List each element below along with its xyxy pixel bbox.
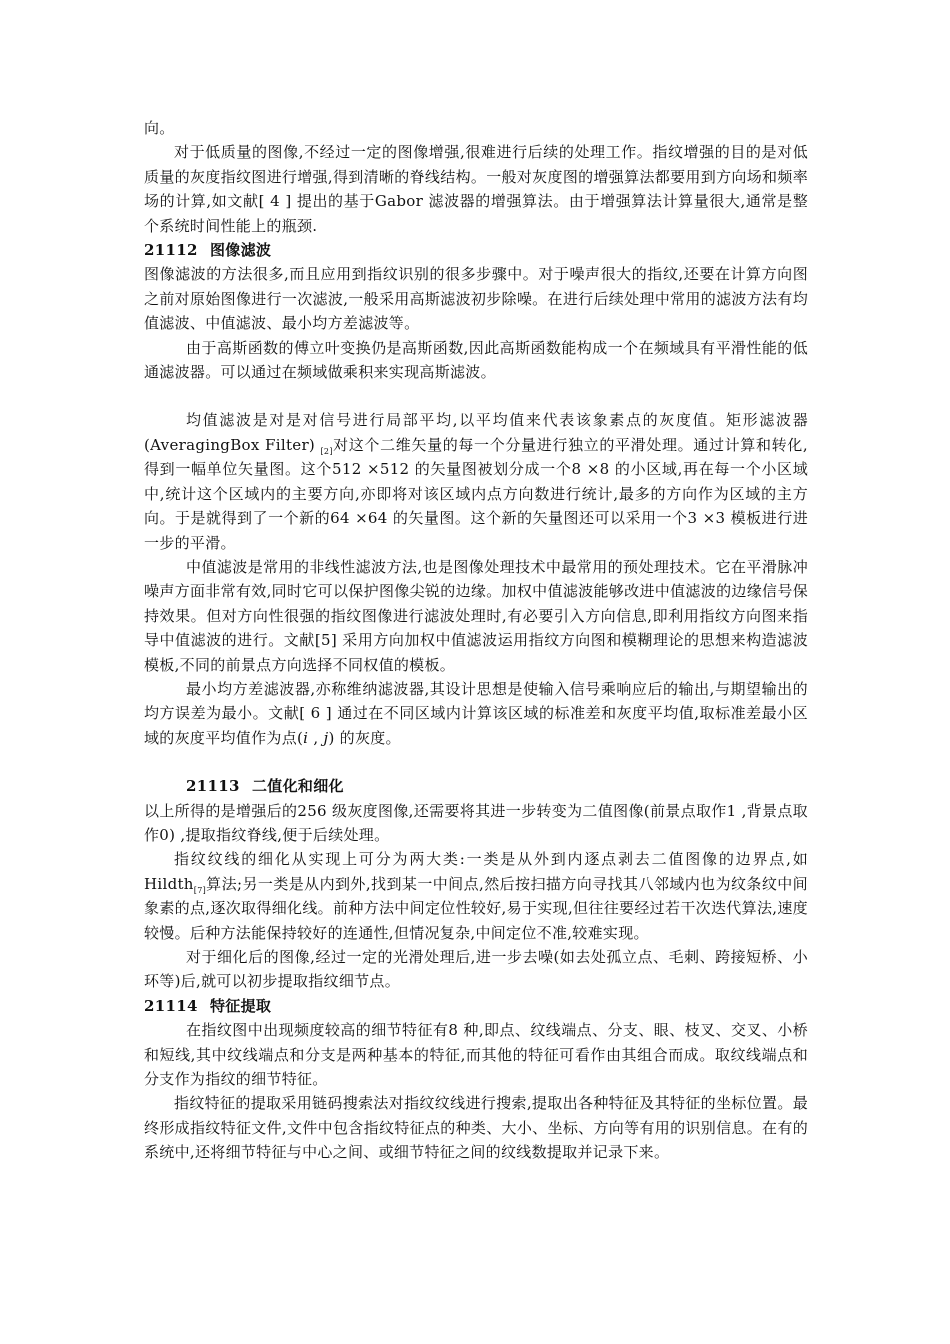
text-run: 指纹纹线的细化从实现上可分为两大类:一类是从外到内逐点剥去二值图像的边界点,如Hildth [144, 850, 808, 893]
paragraph-feature-file: 指纹特征的提取采用链码搜索法对指纹纹线进行搜索,提取出各种特征及其特征的坐标位置。最终形成指纹特征文件,文件中包含指纹特征点的种类、大小、坐标、方向等有用的识别信息。在有的系统中,还将细节特征与中心之间、或细节特征之间的纹线数提取并记录下来。 [144, 1094, 808, 1162]
section-title: 特征提取 [210, 996, 272, 1015]
section-title: 图像滤波 [210, 241, 272, 260]
paragraph-gaussian: 由于高斯函数的傅立叶变换仍是高斯函数,因此高斯函数能构成一个在频域具有平滑性能的低通滤波器。可以通过在频域做乘积来实现高斯滤波。 [144, 338, 808, 382]
paragraph-smoothing: 对于细化后的图像,经过一定的光滑处理后,进一步去噪(如去处孤立点、毛刺、跨接短桥、小环等)后,就可以初步提取指纹细节点。 [144, 948, 808, 991]
section-number: 21112 [144, 241, 198, 260]
paragraph-filtering-intro: 图像滤波的方法很多,而且应用到指纹识别的很多步骤中。对于噪声很大的指纹,还要在计算方向图之前对原始图像进行一次滤波,一般采用高斯滤波初步除噪。在进行后续处理中常用的滤波方法有均值滤波、中值滤波、最小均方差滤波等。 [144, 265, 808, 333]
text-run: 对这个二维矢量的每一个分量进行独立的平滑处理。通过计算和转化,得到一幅单位矢量图。这个512 ×512 的矢量图被划分成一个8 ×8 的小区域,再在每一个小区域中,统计这个区域内的主要方向,亦即将对该区域内点方向数进行统计,最多的方向作为区域的主方向。于是就得到了一个新的64 ×64 的矢量图。这个新的矢量图还可以采用一个3 ×3 模板进行进一步的平滑。 [144, 435, 808, 552]
paragraph-continued: 向。 [144, 119, 175, 137]
paragraph-enhancement: 对于低质量的图像,不经过一定的图像增强,很难进行后续的处理工作。指纹增强的目的是对低质量的灰度指纹图进行增强,得到清晰的脊线结构。一般对灰度图的增强算法都要用到方向场和频率场的计算,如文献[ 4 ] 提出的基于Gabor 滤波器的增强算法。由于增强算法计算量很大,通常是整个系统时间性能上的瓶颈. [144, 143, 808, 235]
paragraph-wiener-filter [144, 677, 808, 750]
document-page [144, 116, 808, 1165]
section-heading-binarization [144, 774, 808, 798]
spacer [144, 384, 808, 408]
spacer [144, 750, 808, 774]
section-number: 21113 [186, 777, 240, 796]
paragraph-thinning [144, 847, 808, 945]
paragraph-mean-filter [144, 408, 808, 554]
text-run: 均值滤波是对是对信号进行局部平均,以平均值来代表该象素点的灰度值。矩形滤波器(AveragingBox Filter) [144, 411, 808, 454]
section-number: 21114 [144, 996, 198, 1015]
citation-ref: [7] [193, 885, 207, 895]
var-i: i [303, 728, 309, 747]
section-heading-feature-extraction [144, 994, 808, 1018]
var-j: j [323, 728, 329, 747]
section-title: 二值化和细化 [252, 777, 344, 796]
section-heading-image-filtering [144, 238, 808, 262]
paragraph-minutiae: 在指纹图中出现频度较高的细节特征有8 种,即点、纹线端点、分支、眼、枝叉、交叉、小桥和短线,其中纹线端点和分支是两种基本的特征,而其他的特征可看作由其组合而成。取纹线端点和分支作为指纹的细节特征。 [144, 1021, 808, 1089]
text-run: 最小均方差滤波器,亦称维纳滤波器,其设计思想是使输入信号乘响应后的输出,与期望输出的均方误差为最小。文献[ 6 ] 通过在不同区域内计算该区域的标准差和灰度平均值,取标准差最小区域的灰度平均值作为点( [144, 679, 808, 747]
text-run: 算法;另一类是从内到外,找到某一中间点,然后按扫描方向寻找其八邻域内也为纹条纹中间象素的点,逐次取得细化线。前种方法中间定位性较好,易于实现,但往往要经过若干次迭代算法,速度较慢。后种方法能保持较好的连通性,但情况复杂,中间定位不准,较难实现。 [144, 874, 808, 942]
paragraph-binarization: 以上所得的是增强后的256 级灰度图像,还需要将其进一步转变为二值图像(前景点取作1 ,背景点取作0) ,提取指纹脊线,便于后续处理。 [144, 801, 808, 844]
text-run: , [308, 728, 324, 747]
citation-ref: [2] [320, 446, 333, 456]
text-run: ) 的灰度。 [328, 728, 401, 747]
paragraph-median-filter: 中值滤波是常用的非线性滤波方法,也是图像处理技术中最常用的预处理技术。它在平滑脉冲噪声方面非常有效,同时它可以保护图像尖锐的边缘。加权中值滤波能够改进中值滤波的边缘信号保持效果。但对方向性很强的指纹图像进行滤波处理时,有必要引入方向信息,即利用指纹方向图来指导中值滤波的进行。文献[5] 采用方向加权中值滤波运用指纹方向图和模糊理论的思想来构造滤波模板,不同的前景点方向选择不同权值的模板。 [144, 557, 808, 674]
